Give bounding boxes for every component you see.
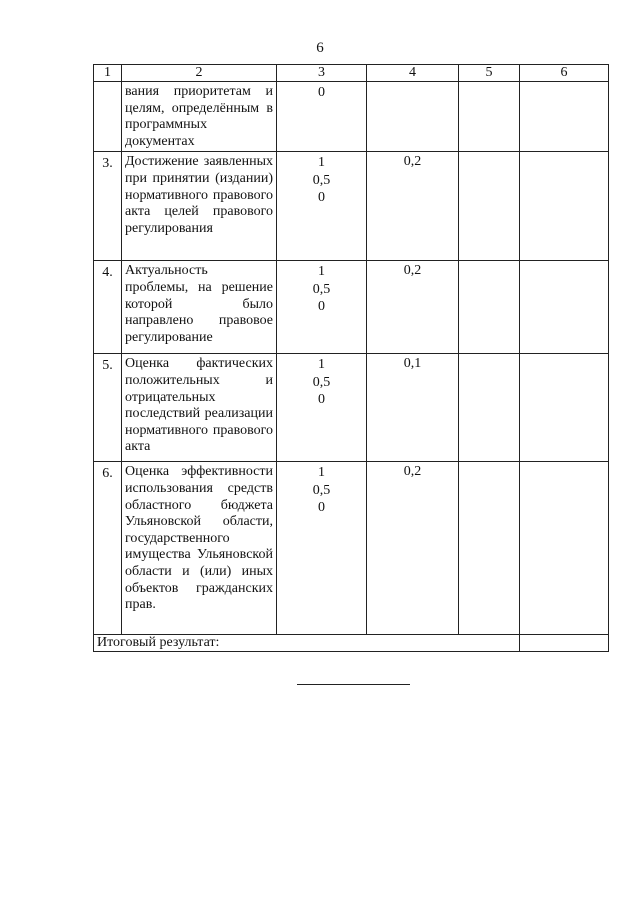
- header-cell: 3: [277, 65, 367, 82]
- table-row: [94, 354, 609, 462]
- score-cell: [277, 354, 367, 462]
- weight-cell: [367, 82, 459, 152]
- col5-cell: [459, 261, 520, 354]
- evaluation-table: [93, 64, 609, 652]
- col6-cell: [520, 152, 609, 261]
- weight-cell: 0,2: [367, 152, 459, 261]
- score-value: 1: [318, 357, 325, 373]
- header-cell: 2: [122, 65, 277, 82]
- score-value: 0: [318, 392, 325, 408]
- criterion-text: вания приоритетам и целям, определённым в программных документах: [122, 82, 277, 152]
- header-cell: 5: [459, 65, 520, 82]
- score-value: 0,5: [312, 281, 331, 297]
- row-number: [94, 82, 122, 152]
- criterion-text: Актуальность проблемы, на решение которой было направлено правовое регулирование: [122, 261, 277, 354]
- header-cell: 4: [367, 65, 459, 82]
- col5-cell: [459, 462, 520, 635]
- total-row: [94, 635, 609, 652]
- score-cell: [277, 462, 367, 635]
- criterion-text: Оценка эффективности использования средств областного бюджета Ульяновской области, государственного имущества Ульяновской области и (или) иных объектов гражданских прав.: [122, 462, 277, 635]
- row-number: 3.: [94, 152, 122, 261]
- col6-cell: [520, 82, 609, 152]
- score-cell: [277, 261, 367, 354]
- total-value: [520, 635, 609, 652]
- page-number: 6: [316, 40, 324, 56]
- score-value: 0,5: [312, 374, 331, 390]
- row-number: 5.: [94, 354, 122, 462]
- col5-cell: [459, 82, 520, 152]
- score-cell: [277, 82, 367, 152]
- score-value: 1: [318, 155, 325, 171]
- score-value: 1: [318, 465, 325, 481]
- col6-cell: [520, 261, 609, 354]
- score-value: 0: [318, 299, 325, 315]
- col5-cell: [459, 354, 520, 462]
- weight-cell: 0,2: [367, 261, 459, 354]
- table-header-row: [94, 65, 609, 82]
- row-number: 6.: [94, 462, 122, 635]
- criterion-text: Достижение заявленных при принятии (издании) нормативного правового акта целей правового регулирования: [122, 152, 277, 261]
- score-value: 0: [318, 500, 325, 516]
- score-value: 0,5: [312, 172, 331, 188]
- score-value: 0: [318, 85, 325, 100]
- table-row: [94, 152, 609, 261]
- table-row: [94, 82, 609, 152]
- row-number: 4.: [94, 261, 122, 354]
- weight-cell: 0,2: [367, 462, 459, 635]
- score-value: 0,5: [312, 482, 331, 498]
- weight-cell: 0,1: [367, 354, 459, 462]
- table-row: [94, 261, 609, 354]
- header-cell: 6: [520, 65, 609, 82]
- header-cell: 1: [94, 65, 122, 82]
- score-value: 1: [318, 264, 325, 280]
- criterion-text: Оценка фактических положительных и отрицательных последствий реализации нормативного правового акта: [122, 354, 277, 462]
- col6-cell: [520, 462, 609, 635]
- score-value: 0: [318, 190, 325, 206]
- col6-cell: [520, 354, 609, 462]
- end-rule: [297, 684, 410, 685]
- total-label: Итоговый результат:: [94, 635, 520, 652]
- score-cell: [277, 152, 367, 261]
- table-row: [94, 462, 609, 635]
- col5-cell: [459, 152, 520, 261]
